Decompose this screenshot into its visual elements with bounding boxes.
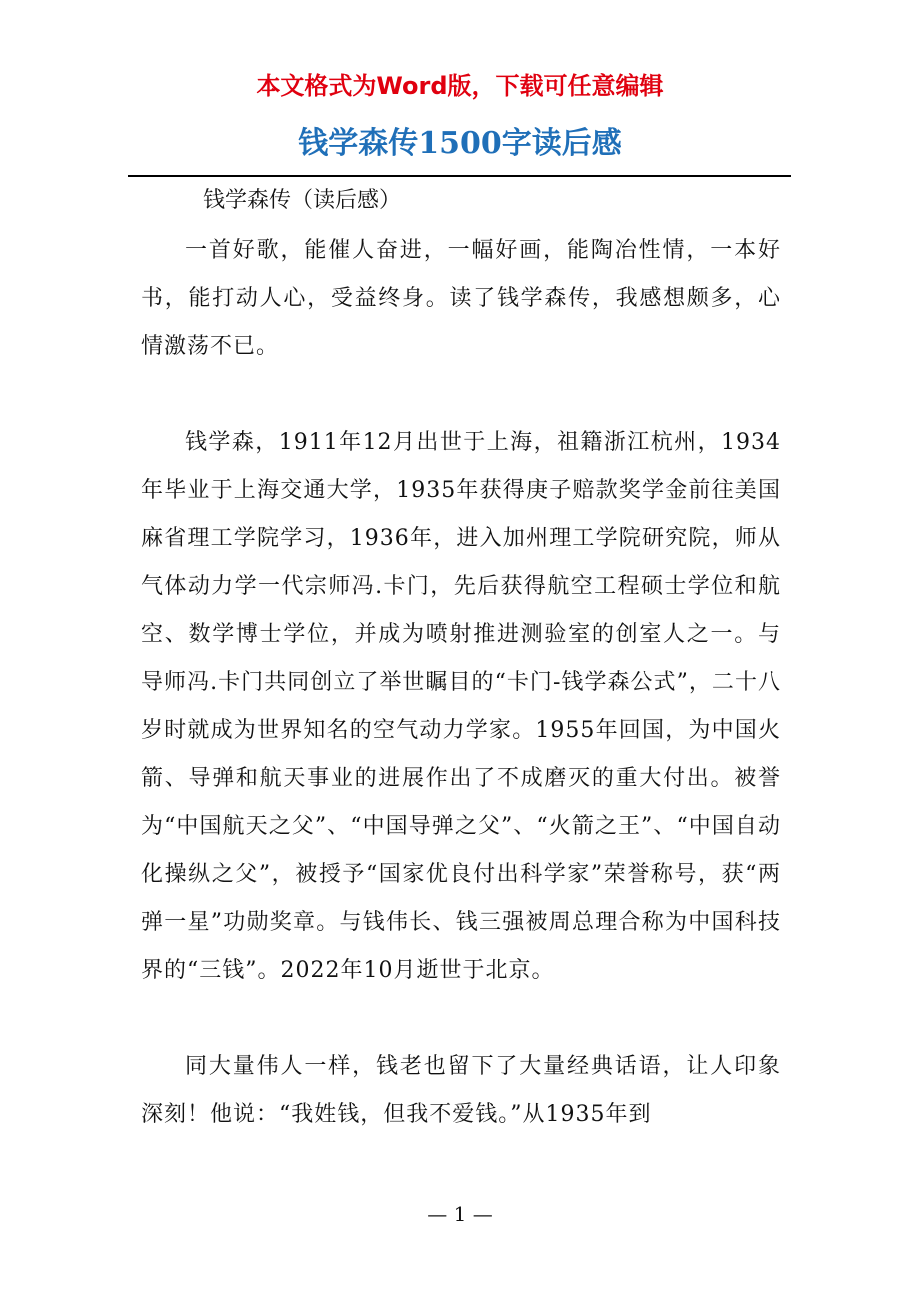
document-subheading: 钱学森传（读后感） [203,188,402,213]
title-divider [128,175,791,177]
body-paragraph: 同大量伟人一样，钱老也留下了大量经典话语，让人印象深刻！他说：“我姓钱，但我不爱钱。”从1935年到 [141,1054,781,1127]
document-title: 钱学森传1500字读后感 [298,126,622,161]
format-notice-banner: 本文格式为Word版，下载可任意编辑 [256,72,664,100]
document-body [141,227,781,1139]
page-number: — 1 — [427,1202,493,1226]
body-paragraph: 一首好歌，能催人奋进，一幅好画，能陶冶性情，一本好书，能打动人心，受益终身。读了钱学森传，我感想颇多，心情激荡不已。 [141,238,781,359]
body-paragraph: 钱学森，1911年12月出世于上海，祖籍浙江杭州，1934年毕业于上海交通大学，1935年获得庚子赔款奖学金前往美国麻省理工学院学习，1936年，进入加州理工学院研究院，师从气体动力学一代宗师冯.卡门，先后获得航空工程硕士学位和航空、数学博士学位，并成为喷射推进测验室的创室人之一。与导师冯.卡门共同创立了举世瞩目的“卡门-钱学森公式”，二十八岁时就成为世界知名的空气动力学家。1955年回国，为中国火箭、导弹和航天事业的进展作出了不成磨灭的重大付出。被誉为“中国航天之父”、“中国导弹之父”、“火箭之王”、“中国自动化操纵之父”，被授予“国家优良付出科学家”荣誉称号，获“两弹一星”功勋奖章。与钱伟长、钱三强被周总理合称为中国科技界的“三钱”。2022年10月逝世于北京。 [141,430,781,983]
